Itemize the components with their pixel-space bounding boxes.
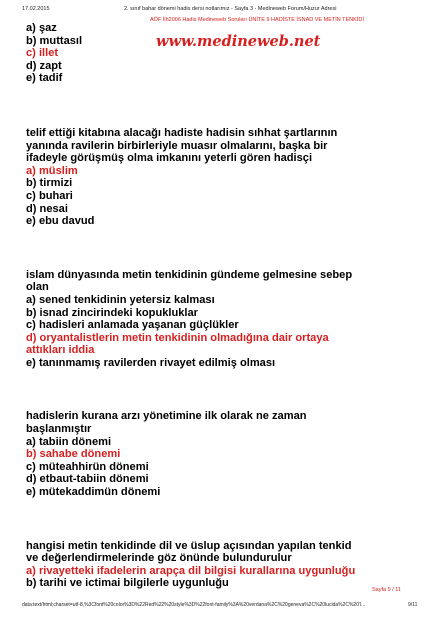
question-block: [26, 127, 426, 228]
option-correct: a) rivayetteki ifadelerin arapça dil bilgisi kurallarına uygunluğu: [26, 564, 356, 577]
option: b) muttasıl: [26, 34, 83, 47]
question-text: hadislerin kurana arzı yönetimine ilk olarak ne zaman: [26, 410, 307, 423]
option: e) ebu davud: [26, 215, 95, 228]
question-block: [26, 410, 426, 498]
option: a) şaz: [26, 22, 57, 34]
question-text: ve değerlendirmelerinde göz önünde bulundurulur: [26, 552, 292, 565]
question-text: yanında ravilerin birbirleriyle muasır olmalarını, başka bir: [26, 139, 328, 152]
option: c) buhari: [26, 189, 73, 202]
option-correct: attıkları iddia: [26, 344, 95, 357]
question-text: başlanmıştır: [26, 423, 92, 436]
site-watermark: www.medineweb.net: [156, 33, 321, 50]
question-text: islam dünyasında metin tenkidinin gündeme gelmesine sebep: [26, 268, 353, 281]
option-correct: d) oryantalistlerin metin tenkidinin olmadığına dair ortaya: [26, 331, 329, 344]
option: c) müteahhirün dönemi: [26, 460, 149, 473]
option: e) tadif: [26, 72, 63, 85]
option: d) zapt: [26, 59, 62, 72]
print-page-title: 2. sınıf bahar dönemi hadis dersi notlarımız - Sayfa 3 - Medineweb Forum/Huzur Adresi: [124, 6, 337, 12]
option-correct: c) illet: [26, 47, 59, 60]
question-text: telif ettiği kitabına alacağı hadiste hadisin sıhhat şartlarının: [26, 126, 338, 139]
top-options: [26, 22, 426, 85]
option: a) sened tenkidinin yetersiz kalması: [26, 293, 215, 306]
option: b) isnad zincirindeki kopukluklar: [26, 306, 198, 319]
option-correct: b) sahabe dönemi: [26, 448, 121, 461]
option: e) tanınmamış ravilerden rivayet edilmiş olması: [26, 356, 276, 369]
option-correct: a) müslim: [26, 164, 78, 177]
question-block: [26, 540, 426, 590]
option: a) tabiin dönemi: [26, 435, 112, 448]
question-block: [26, 269, 426, 370]
option: b) tarihi ve ictimai bilgilerle uygunluğu: [26, 577, 229, 590]
question-text: olan: [26, 281, 49, 294]
print-url: data:text/html;charset=utf-8,%3Cfont%20color%3D%22Red%22%20style%3D%22font-family%3A%20verdana%2C%20geneva%2C%20lucida%2C%20'l...: [22, 602, 366, 608]
page-indicator: Sayfa 9 / 11: [372, 587, 401, 593]
print-page-number: 9/11: [408, 602, 418, 608]
option: d) nesai: [26, 202, 68, 215]
question-text: hangisi metin tenkidinde dil ve üslup açısından yapılan tenkid: [26, 539, 352, 552]
print-date: 17.02.2015: [22, 6, 50, 12]
question-text: ifadeyle görüşmüş olma imkanını yeterli gören hadisçi: [26, 152, 313, 165]
option: d) etbaut-tabiin dönemi: [26, 473, 149, 486]
option: b) tirmizi: [26, 177, 73, 190]
option: c) hadisleri anlamada yaşanan güçlükler: [26, 319, 239, 332]
print-page-subtitle: AÖF İlh2006 Hadis Medineweb Soruları ÜNİTE 9 HADİSTE İSNAD VE METİN TENKİDİ: [150, 17, 364, 23]
option: e) mütekaddimün dönemi: [26, 486, 161, 499]
document-content: [26, 22, 426, 590]
